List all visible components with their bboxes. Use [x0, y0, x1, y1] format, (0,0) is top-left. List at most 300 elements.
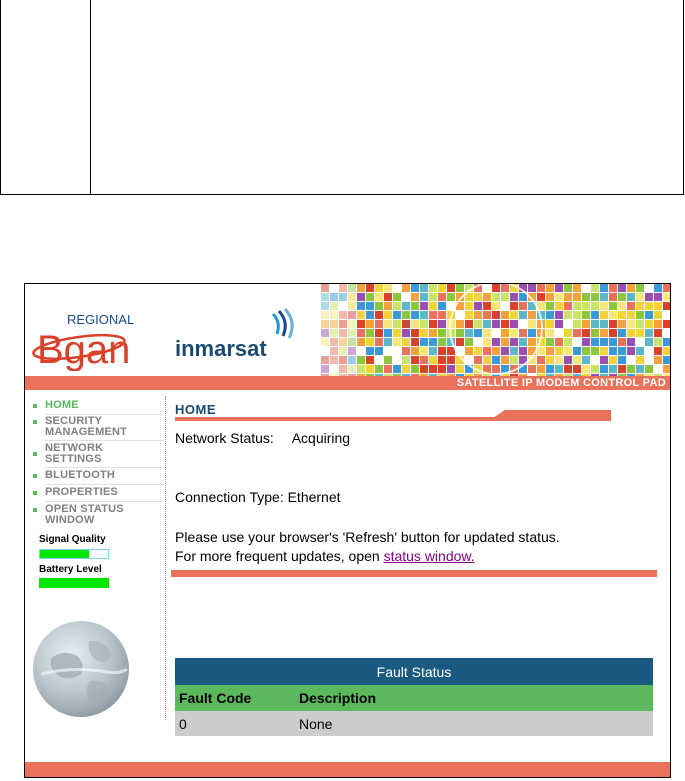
banner-tile	[591, 356, 599, 364]
sidebar	[25, 394, 167, 719]
banner-tile	[582, 302, 590, 310]
banner-tile	[330, 329, 338, 337]
banner-tile	[546, 311, 554, 319]
banner-tile	[375, 365, 383, 373]
banner-tile	[663, 284, 671, 292]
banner-tile	[411, 338, 419, 346]
signal-quality-label: Signal Quality	[39, 534, 106, 545]
banner-tile	[582, 329, 590, 337]
banner-tile	[600, 293, 608, 301]
banner-tile	[645, 302, 653, 310]
bgan-control-pad-window	[24, 283, 671, 778]
nav-properties[interactable]	[33, 487, 163, 498]
banner-tile	[654, 293, 662, 301]
banner-tile	[600, 347, 608, 355]
banner-tile	[393, 293, 401, 301]
banner-tile	[609, 329, 617, 337]
banner-tile	[627, 356, 635, 364]
banner-tile	[555, 329, 563, 337]
svg-text:inmarsat: inmarsat	[175, 336, 267, 361]
banner-tile	[636, 347, 644, 355]
banner-tile	[366, 311, 374, 319]
banner-tile	[636, 302, 644, 310]
banner-tile	[438, 320, 446, 328]
footer-bar	[25, 762, 670, 777]
banner-tile	[492, 356, 500, 364]
app-title: SATELLITE IP MODEM CONTROL PAD	[456, 377, 666, 389]
banner-tile	[600, 329, 608, 337]
banner-tile	[555, 365, 563, 373]
banner-tile	[609, 347, 617, 355]
banner-tile	[402, 284, 410, 292]
banner-tile	[339, 293, 347, 301]
banner-tile	[438, 329, 446, 337]
banner-tile	[582, 365, 590, 373]
svg-text:Bgan: Bgan	[37, 328, 131, 371]
banner-tile	[366, 338, 374, 346]
banner-tile	[321, 338, 329, 346]
banner-tile	[555, 284, 563, 292]
banner-tile	[564, 356, 572, 364]
banner-tile	[429, 302, 437, 310]
banner-tile	[330, 347, 338, 355]
banner-tile	[609, 311, 617, 319]
banner-tile	[582, 338, 590, 346]
banner-tile	[510, 338, 518, 346]
nav-home[interactable]	[33, 400, 163, 411]
banner-tile	[510, 356, 518, 364]
banner-tile	[402, 329, 410, 337]
banner-tile	[564, 284, 572, 292]
fault-table-header	[175, 685, 653, 711]
banner-tile	[591, 329, 599, 337]
banner-tile	[483, 284, 491, 292]
banner-tile	[654, 320, 662, 328]
banner-tile	[321, 320, 329, 328]
banner-tile	[645, 284, 653, 292]
status-window-link[interactable]: status window.	[383, 548, 475, 564]
banner-tile	[636, 293, 644, 301]
banner-tile	[474, 347, 482, 355]
banner-tile	[582, 293, 590, 301]
banner-tile	[366, 293, 374, 301]
banner-tile	[591, 365, 599, 373]
banner-tile	[663, 365, 671, 373]
banner-tile	[366, 365, 374, 373]
banner-tile	[339, 347, 347, 355]
banner-tile	[357, 329, 365, 337]
banner-tile	[402, 311, 410, 319]
banner-tile	[627, 284, 635, 292]
banner-tile	[474, 329, 482, 337]
banner-tile	[519, 347, 527, 355]
banner-tile	[609, 365, 617, 373]
banner-tile	[375, 293, 383, 301]
banner-tile	[573, 320, 581, 328]
banner-tile	[420, 338, 428, 346]
banner-tile	[321, 356, 329, 364]
banner-tile	[546, 329, 554, 337]
nav-open-status-window[interactable]	[33, 504, 141, 526]
banner-tile	[600, 338, 608, 346]
banner-tile	[555, 347, 563, 355]
banner-tile	[429, 329, 437, 337]
banner-tile	[492, 320, 500, 328]
banner-tile	[510, 311, 518, 319]
banner-tile	[492, 311, 500, 319]
page-title: HOME	[175, 402, 216, 417]
banner-tile	[645, 338, 653, 346]
banner-tile	[438, 338, 446, 346]
banner-tile	[474, 320, 482, 328]
banner-tile	[663, 347, 671, 355]
banner-tile	[384, 293, 392, 301]
banner-tile	[519, 311, 527, 319]
banner-tile	[483, 329, 491, 337]
banner-tile	[321, 329, 329, 337]
banner-tile	[402, 365, 410, 373]
banner-tile	[528, 320, 536, 328]
banner-tile	[420, 302, 428, 310]
banner-tile	[366, 329, 374, 337]
inmarsat-logo	[173, 308, 313, 364]
bullet-icon	[33, 508, 37, 512]
banner-tile	[654, 302, 662, 310]
nav-bluetooth[interactable]	[33, 470, 163, 481]
banner-tile	[402, 356, 410, 364]
banner-tile	[528, 311, 536, 319]
regional-bgan-logo	[29, 311, 159, 371]
banner-tile	[438, 302, 446, 310]
banner-tile	[492, 338, 500, 346]
banner-tile	[375, 329, 383, 337]
banner-tile	[411, 356, 419, 364]
banner-tile	[654, 356, 662, 364]
banner-tile	[627, 347, 635, 355]
globe-icon	[31, 619, 131, 719]
banner-tile	[447, 365, 455, 373]
banner-tile	[348, 347, 356, 355]
banner-tile	[483, 356, 491, 364]
banner-tile	[429, 347, 437, 355]
banner-tile	[573, 356, 581, 364]
banner-tile	[438, 347, 446, 355]
banner-tile	[501, 338, 509, 346]
banner-tile	[645, 311, 653, 319]
banner-tile	[582, 356, 590, 364]
banner-tile	[348, 320, 356, 328]
banner-tile	[393, 329, 401, 337]
banner-tile	[501, 284, 509, 292]
banner-tile	[591, 311, 599, 319]
banner-tile	[501, 329, 509, 337]
banner-tile	[573, 311, 581, 319]
banner-tile	[636, 329, 644, 337]
banner-tile	[573, 302, 581, 310]
banner-tile	[636, 365, 644, 373]
banner-tile	[384, 320, 392, 328]
banner-tile	[654, 284, 662, 292]
banner-tile	[564, 293, 572, 301]
banner-tile	[483, 293, 491, 301]
banner-tile	[573, 284, 581, 292]
banner-tile	[483, 320, 491, 328]
banner-tile	[420, 293, 428, 301]
banner-tile	[456, 338, 464, 346]
banner-tile	[510, 302, 518, 310]
bullet-icon	[33, 474, 37, 478]
banner-tile	[357, 347, 365, 355]
banner-tile	[375, 311, 383, 319]
banner-tile	[546, 347, 554, 355]
banner-tile	[339, 311, 347, 319]
banner-tile	[546, 320, 554, 328]
banner-tile	[465, 338, 473, 346]
banner-tile	[582, 347, 590, 355]
banner-tile	[411, 365, 419, 373]
banner-tile	[447, 284, 455, 292]
banner-tile	[546, 356, 554, 364]
banner-tile	[348, 284, 356, 292]
banner-tile	[465, 311, 473, 319]
banner-tile	[411, 347, 419, 355]
banner-tile	[375, 338, 383, 346]
banner-tile	[591, 302, 599, 310]
banner-tile	[564, 365, 572, 373]
banner-tile	[618, 311, 626, 319]
banner-tile	[321, 284, 329, 292]
banner-tile	[528, 365, 536, 373]
banner-tile	[618, 293, 626, 301]
banner-tile	[411, 302, 419, 310]
nav-security-management[interactable]	[33, 416, 145, 438]
battery-level-label: Battery Level	[39, 564, 102, 575]
banner-tile	[573, 293, 581, 301]
banner-tile	[384, 329, 392, 337]
banner-tile	[618, 356, 626, 364]
banner-tile	[375, 320, 383, 328]
banner-tile	[510, 347, 518, 355]
banner-tile	[420, 284, 428, 292]
battery-level-meter	[39, 578, 109, 588]
frequent-updates-note	[175, 548, 475, 564]
banner-tile	[465, 320, 473, 328]
banner-tile	[528, 338, 536, 346]
banner-tile	[645, 347, 653, 355]
banner-tile	[627, 338, 635, 346]
banner-tile	[663, 329, 671, 337]
banner-tile	[573, 365, 581, 373]
banner-tile	[618, 329, 626, 337]
banner-tile	[393, 365, 401, 373]
banner-tile	[492, 302, 500, 310]
banner-tile	[357, 293, 365, 301]
banner-tile	[339, 356, 347, 364]
signal-quality-fill	[40, 550, 89, 558]
banner-tile	[402, 338, 410, 346]
banner-tile	[438, 293, 446, 301]
refresh-note: Please use your browser's 'Refresh' button for updated status.	[175, 529, 560, 545]
banner-tile	[591, 293, 599, 301]
banner-tile	[609, 320, 617, 328]
fault-table-title: Fault Status	[175, 658, 653, 685]
banner-tile	[465, 302, 473, 310]
banner-tile	[663, 338, 671, 346]
banner-tile	[429, 356, 437, 364]
banner-tile	[393, 284, 401, 292]
banner-tile	[393, 356, 401, 364]
banner-tile	[330, 356, 338, 364]
banner-tile	[357, 338, 365, 346]
banner-tile	[375, 284, 383, 292]
banner-tile	[420, 320, 428, 328]
banner-tile	[564, 338, 572, 346]
banner-tile	[474, 338, 482, 346]
banner-tile	[663, 293, 671, 301]
banner-tile	[474, 293, 482, 301]
banner-tile	[348, 338, 356, 346]
header-banner-image	[321, 284, 671, 376]
banner-tile	[339, 329, 347, 337]
banner-tile	[537, 356, 545, 364]
banner-tile	[555, 320, 563, 328]
banner-tile	[609, 284, 617, 292]
banner-tile	[339, 338, 347, 346]
sidebar-divider	[165, 396, 166, 720]
table-column-divider	[90, 0, 91, 194]
description-cell: None	[295, 711, 653, 736]
svg-text:REGIONAL: REGIONAL	[67, 312, 135, 327]
banner-tile	[348, 356, 356, 364]
banner-tile	[438, 284, 446, 292]
banner-tile	[429, 338, 437, 346]
section-divider	[171, 570, 657, 577]
banner-tile	[465, 347, 473, 355]
banner-tile	[546, 302, 554, 310]
banner-tile	[330, 302, 338, 310]
main-content	[171, 394, 667, 764]
banner-tile	[420, 356, 428, 364]
banner-tile	[330, 320, 338, 328]
banner-tile	[384, 347, 392, 355]
banner-tile	[492, 284, 500, 292]
title-bar	[25, 376, 670, 390]
nav-network-settings[interactable]	[33, 443, 123, 465]
banner-tile	[348, 365, 356, 373]
banner-tile	[600, 320, 608, 328]
banner-tile	[492, 365, 500, 373]
banner-tile	[546, 293, 554, 301]
banner-tile	[429, 284, 437, 292]
banner-tile	[555, 311, 563, 319]
nav-label: OPEN STATUS WINDOW	[45, 503, 124, 526]
banner-tile	[456, 320, 464, 328]
banner-tile	[627, 302, 635, 310]
banner-tile	[393, 302, 401, 310]
banner-tile	[564, 302, 572, 310]
banner-tile	[564, 329, 572, 337]
banner-tile	[546, 338, 554, 346]
banner-tile	[627, 293, 635, 301]
banner-tile	[357, 311, 365, 319]
banner-tile	[510, 320, 518, 328]
nav-divider	[45, 484, 163, 485]
banner-tile	[645, 320, 653, 328]
banner-tile	[654, 347, 662, 355]
network-status-label: Network Status:	[175, 430, 274, 446]
banner-tile	[582, 320, 590, 328]
fault-status-table	[175, 658, 653, 736]
title-rule	[175, 417, 611, 421]
banner-tile	[438, 311, 446, 319]
banner-tile	[654, 311, 662, 319]
banner-tile	[528, 284, 536, 292]
banner-tile	[456, 311, 464, 319]
banner-tile	[501, 311, 509, 319]
banner-tile	[330, 365, 338, 373]
banner-tile	[609, 338, 617, 346]
banner-tile	[384, 284, 392, 292]
nav-divider	[45, 501, 163, 502]
banner-tile	[366, 356, 374, 364]
banner-tile	[348, 302, 356, 310]
banner-tile	[564, 320, 572, 328]
banner-tile	[474, 302, 482, 310]
banner-tile	[582, 284, 590, 292]
banner-tile	[357, 320, 365, 328]
banner-tile	[501, 293, 509, 301]
banner-tile	[636, 356, 644, 364]
banner-tile	[429, 320, 437, 328]
banner-tile	[402, 320, 410, 328]
banner-tile	[429, 293, 437, 301]
banner-tile	[402, 302, 410, 310]
banner-tile	[357, 302, 365, 310]
banner-tile	[510, 329, 518, 337]
nav-label: BLUETOOTH	[45, 469, 116, 481]
banner-tile	[375, 347, 383, 355]
banner-tile	[519, 302, 527, 310]
banner-tile	[591, 320, 599, 328]
banner-tile	[600, 284, 608, 292]
banner-tile	[537, 284, 545, 292]
banner-tile	[339, 302, 347, 310]
bullet-icon	[33, 452, 37, 456]
network-status	[175, 430, 350, 446]
banner-tile	[663, 311, 671, 319]
banner-tile	[573, 347, 581, 355]
banner-tile	[627, 365, 635, 373]
column-header-description: Description	[295, 685, 653, 711]
banner-tile	[591, 347, 599, 355]
banner-tile	[384, 311, 392, 319]
banner-tile	[366, 347, 374, 355]
banner-tile	[330, 338, 338, 346]
banner-tile	[447, 356, 455, 364]
banner-tile	[456, 365, 464, 373]
banner-tile	[636, 338, 644, 346]
banner-tile	[627, 329, 635, 337]
banner-tile	[438, 365, 446, 373]
banner-tile	[330, 311, 338, 319]
banner-tile	[411, 329, 419, 337]
banner-tile	[357, 365, 365, 373]
banner-tile	[321, 302, 329, 310]
banner-tile	[582, 311, 590, 319]
banner-tile	[609, 302, 617, 310]
banner-tile	[555, 338, 563, 346]
banner-tile	[555, 302, 563, 310]
